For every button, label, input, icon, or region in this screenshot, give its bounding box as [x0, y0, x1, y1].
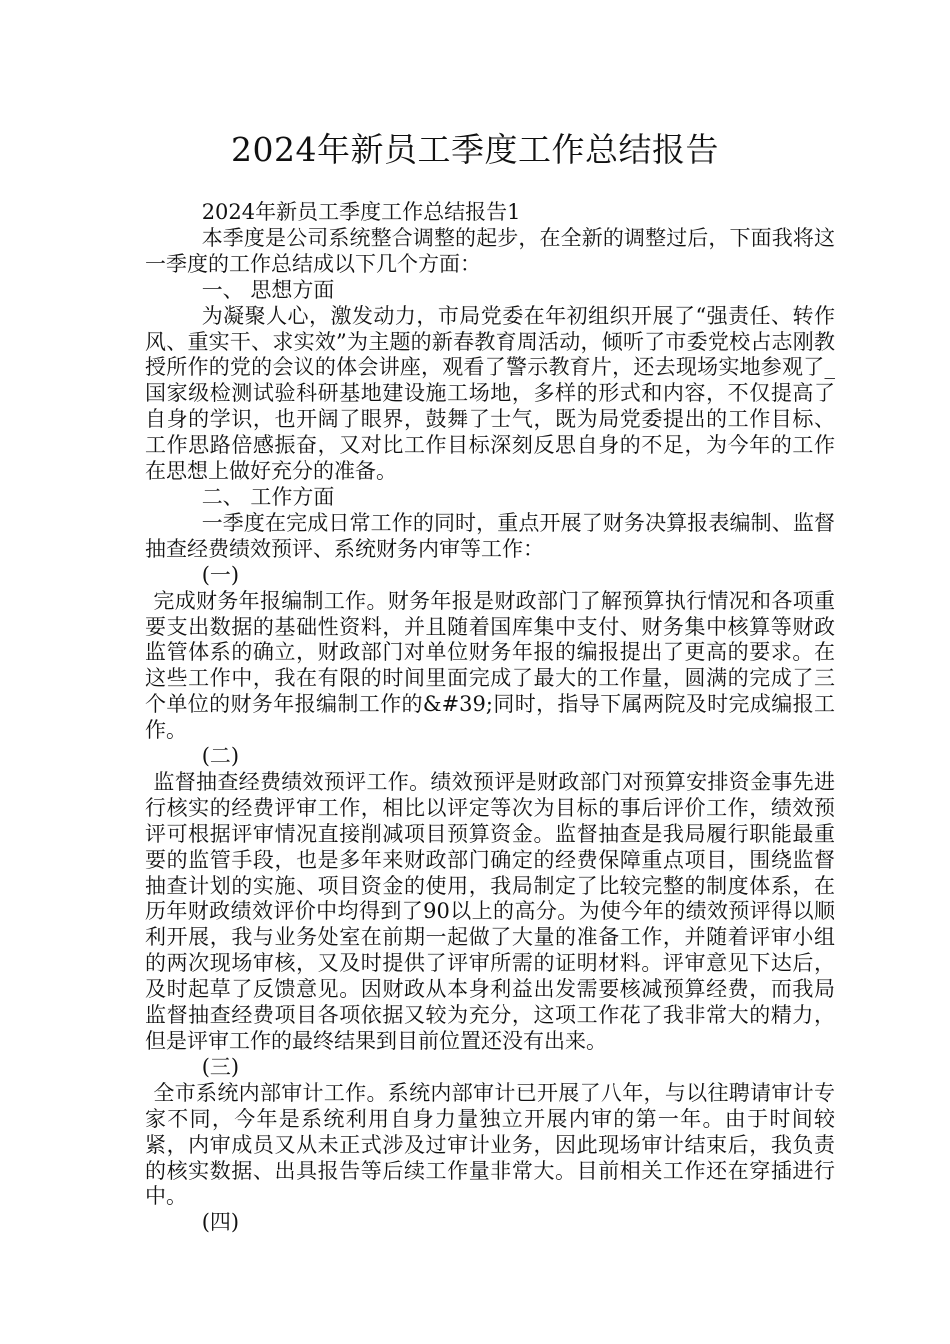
thought-paragraph: 为凝聚人心，激发动力，市局党委在年初组织开展了“强责任、转作风、重实干、求实效”为主题的新春教育周活动，倾听了市委党校占志刚教授所作的党的会议的体会讲座，观看了警示教育片，还去现场实地参观了_国家级检测试验科研基地建设施工场地，多样的形式和内容，不仅提高了自身的学识，也开阔了眼界，鼓舞了士气，既为局党委提出的工作目标、工作思路倍感振奋，又对比工作目标深刻反思自身的不足，为今年的工作在思想上做好充分的准备。	[145, 303, 835, 484]
item-1-paragraph: 完成财务年报编制工作。财务年报是财政部门了解预算执行情况和各项重要支出数据的基础性资料，并且随着国库集中支付、财务集中核算等财政监管体系的确立，财政部门对单位财务年报的编报提出了更高的要求。在这些工作中，我在有限的时间里面完成了最大的工作量，圆满的完成了三个单位的财务年报编制工作的&#39;同时，指导下属两院及时完成编报工作。	[145, 588, 835, 743]
item-marker-2: (二)	[201, 744, 240, 769]
document-title: 2024年新员工季度工作总结报告	[231, 130, 719, 169]
section-heading-thought: 一、 思想方面	[201, 277, 335, 302]
item-marker-1: (一)	[201, 562, 240, 587]
item-2-paragraph: 监督抽查经费绩效预评工作。绩效预评是财政部门对预算安排资金事先进行核实的经费评审工作，相比以评定等次为目标的事后评价工作，绩效预评可根据评审情况直接削减项目预算资金。监督抽查是我局履行职能最重要的监管手段，也是多年来财政部门确定的经费保障重点项目，围绕监督抽查计划的实施、项目资金的使用，我局制定了比较完整的制度体系，在历年财政绩效评价中均得到了90以上的高分。为使今年的绩效预评得以顺利开展，我与业务处室在前期一起做了大量的准备工作，并随着评审小组的两次现场审核，又及时提供了评审所需的证明材料。评审意见下达后，及时起草了反馈意见。因财政从本身利益出发需要核减预算经费，而我局监督抽查经费项目各项依据又较为充分，这项工作花了我非常大的精力，但是评审工作的最终结果到目前位置还没有出来。	[145, 769, 835, 1053]
document-body	[145, 200, 835, 1236]
item-marker-3: (三)	[201, 1054, 240, 1079]
subtitle-paragraph: 2024年新员工季度工作总结报告1	[201, 200, 521, 224]
intro-paragraph: 本季度是公司系统整合调整的起步，在全新的调整过后，下面我将这一季度的工作总结成以下几个方面：	[145, 225, 835, 276]
item-3-paragraph: 全市系统内部审计工作。系统内部审计已开展了八年，与以往聘请审计专家不同，今年是系统利用自身力量独立开展内审的第一年。由于时间较紧，内审成员又从未正式涉及过审计业务，因此现场审计结束后，我负责的核实数据、出具报告等后续工作量非常大。目前相关工作还在穿插进行中。	[145, 1080, 835, 1209]
work-intro-paragraph: 一季度在完成日常工作的同时，重点开展了财务决算报表编制、监督抽查经费绩效预评、系统财务内审等工作：	[145, 510, 835, 561]
section-heading-work: 二、 工作方面	[201, 484, 335, 509]
item-marker-4: (四)	[201, 1210, 240, 1235]
